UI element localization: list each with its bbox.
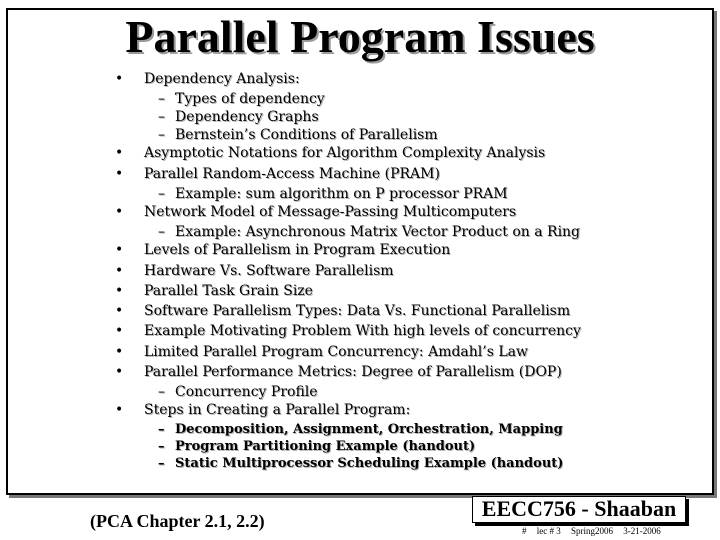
lecture-label: lec # 3 bbox=[536, 526, 561, 536]
bullet-item: Dependency Analysis: bbox=[144, 71, 300, 87]
slide-title: Parallel Program Issues bbox=[125, 11, 595, 62]
term-label: Spring2006 bbox=[571, 526, 614, 536]
footer-meta bbox=[522, 526, 669, 536]
bullet-item: Parallel Performance Metrics: Degree of Parallelism (DOP) bbox=[144, 364, 562, 380]
bullet-icon: • bbox=[115, 71, 124, 87]
bullet-item: Parallel Task Grain Size bbox=[144, 282, 313, 299]
dash-icon: – bbox=[158, 127, 165, 144]
bullet-item: Hardware Vs. Software Parallelism bbox=[144, 262, 394, 279]
bullet-icon: • bbox=[115, 262, 124, 279]
bullet-item: Asymptotic Notations for Algorithm Complexity Analysis bbox=[144, 145, 546, 162]
date-label: 3-21-2006 bbox=[623, 526, 661, 536]
sub-bullet-text: Example: sum algorithm on P processor PRAM bbox=[175, 185, 508, 202]
bullet-icon: • bbox=[115, 364, 124, 380]
sub-bullet-text: Program Partitioning Example (handout) bbox=[175, 438, 476, 454]
dash-icon: – bbox=[158, 456, 165, 472]
bullet-icon: • bbox=[115, 343, 124, 360]
sub-bullet-item bbox=[158, 125, 438, 145]
sub-bullet-item bbox=[158, 382, 318, 402]
chapter-reference: (PCA Chapter 2.1, 2.2) bbox=[90, 511, 265, 531]
bullet-icon: • bbox=[115, 242, 124, 259]
sub-bullet-item bbox=[158, 222, 580, 242]
bullet-item: Parallel Random-Access Machine (PRAM) bbox=[144, 165, 440, 182]
sub-bullet-text: Types of dependency bbox=[175, 91, 325, 108]
bullet-icon: • bbox=[115, 303, 124, 320]
bullet-item: Steps in Creating a Parallel Program: bbox=[144, 402, 411, 419]
bullet-icon: • bbox=[115, 282, 124, 299]
sub-bullet-text: Bernstein’s Conditions of Parallelism bbox=[175, 127, 438, 144]
bullet-icon: • bbox=[115, 402, 124, 419]
bullet-item: Example Motivating Problem With high levels of concurrency bbox=[144, 323, 581, 340]
sub-bullet-text: Static Multiprocessor Scheduling Example (handout) bbox=[175, 456, 564, 472]
dash-icon: – bbox=[158, 224, 165, 241]
bullet-icon: • bbox=[115, 165, 124, 182]
bullet-item: Levels of Parallelism in Program Execution bbox=[144, 242, 451, 259]
bullet-item: Software Parallelism Types: Data Vs. Functional Parallelism bbox=[144, 303, 571, 320]
bullet-icon: • bbox=[115, 145, 124, 162]
bullet-item: Limited Parallel Program Concurrency: Amdahl’s Law bbox=[144, 343, 528, 360]
lecture-number-label: # bbox=[522, 526, 527, 536]
sub-bullet-text: Dependency Graphs bbox=[175, 109, 319, 126]
sub-bullet-text: Decomposition, Assignment, Orchestration, Mapping bbox=[175, 421, 563, 437]
sub-bullet-text: Concurrency Profile bbox=[175, 384, 318, 401]
dash-icon: – bbox=[158, 91, 165, 108]
dash-icon: – bbox=[158, 109, 165, 126]
course-badge: EECC756 - Shaaban bbox=[472, 496, 686, 523]
dash-icon: – bbox=[158, 438, 165, 454]
sub-bullet-text: Example: Asynchronous Matrix Vector Product on a Ring bbox=[175, 224, 581, 241]
dash-icon: – bbox=[158, 421, 165, 437]
sub-bullet-item bbox=[158, 421, 563, 438]
bullet-icon: • bbox=[115, 203, 124, 220]
sub-bullet-item bbox=[158, 184, 508, 204]
sub-bullet-item bbox=[158, 89, 325, 109]
bullet-icon: • bbox=[115, 323, 124, 340]
dash-icon: – bbox=[158, 185, 165, 202]
sub-bullet-item bbox=[158, 438, 475, 455]
dash-icon: – bbox=[158, 384, 165, 401]
bullet-item: Network Model of Message-Passing Multicomputers bbox=[144, 203, 517, 220]
sub-bullet-item bbox=[158, 455, 563, 472]
sub-bullet-item bbox=[158, 107, 319, 127]
